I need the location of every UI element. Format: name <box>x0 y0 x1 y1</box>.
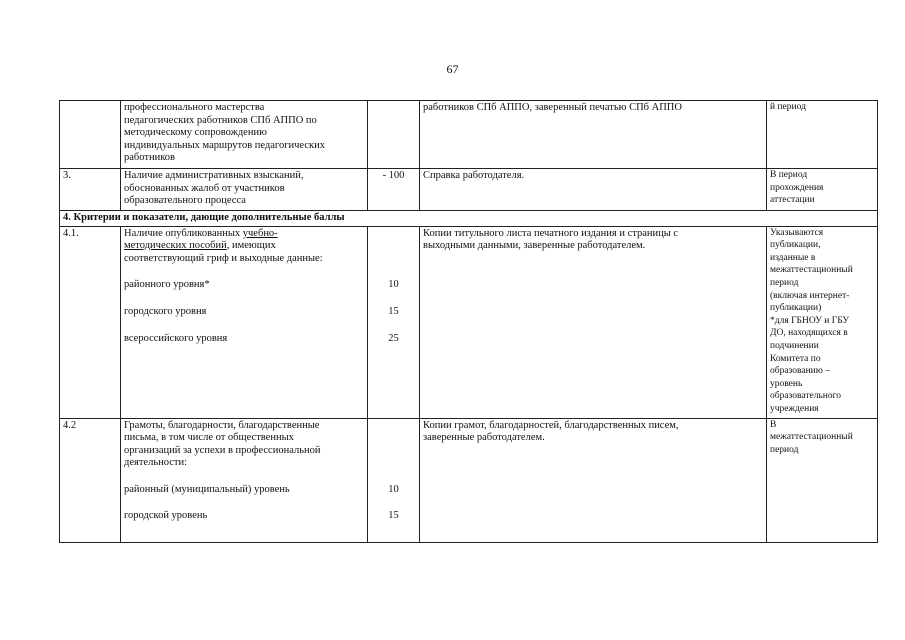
note-cell <box>767 226 878 418</box>
note-cell <box>767 169 878 211</box>
document-line: заверенные работодателем. <box>423 432 545 444</box>
score-cell <box>368 101 420 169</box>
criterion-line: работников <box>124 152 175 164</box>
note-line: образованию – <box>770 366 830 377</box>
row-number-cell <box>60 101 121 169</box>
criterion-line: деятельности: <box>124 457 188 469</box>
level-score: 25 <box>388 332 399 344</box>
section-heading: 4. Критерии и показатели, дающие дополнительные баллы <box>60 211 878 227</box>
table-row <box>60 418 878 542</box>
note-line: ДО, находящихся в <box>770 328 848 339</box>
note-line: учреждения <box>770 403 819 414</box>
criterion-line: Наличие опубликованных учебно- <box>124 227 278 239</box>
level-label: районного уровня* <box>124 279 210 291</box>
note-line: уровень <box>770 378 803 389</box>
score-cell: - 100 <box>368 169 420 211</box>
document-cell: Справка работодателя. <box>420 169 767 211</box>
criterion-cell <box>121 418 368 542</box>
row-number-cell: 3. <box>60 169 121 211</box>
criterion-cell <box>121 169 368 211</box>
note-line: Комитета по <box>770 353 821 364</box>
criterion-line: Наличие административных взысканий, <box>124 170 304 181</box>
note-line: В период <box>770 170 808 180</box>
criterion-line: организаций за успехи в профессиональной <box>124 444 321 456</box>
note-line: (включая интернет- <box>770 290 850 301</box>
note-line: образовательного <box>770 391 842 402</box>
table-row <box>60 169 878 211</box>
criterion-cell <box>121 101 368 169</box>
section-heading-row <box>60 211 878 227</box>
criteria-table <box>59 100 878 543</box>
note-cell <box>767 418 878 542</box>
table-row <box>60 101 878 169</box>
note-line: изданные в <box>770 252 816 263</box>
table-row <box>60 226 878 418</box>
document-line: выходными данными, заверенные работодателем. <box>423 240 646 252</box>
document-line: Копии титульного листа печатного издания и страницы с <box>423 227 679 239</box>
criterion-line: соответствующий гриф и выходные данные: <box>124 252 323 264</box>
level-label: всероссийского уровня <box>124 332 228 344</box>
document-cell: работников СПб АППО, заверенный печатью СПб АППО <box>420 101 767 169</box>
level-label: районный (муниципальный) уровень <box>124 483 290 495</box>
level-score: 15 <box>388 305 399 317</box>
criterion-line: методических пособий, имеющих <box>124 240 276 252</box>
level-score: 15 <box>388 510 399 522</box>
criterion-line: письма, в том числе от общественных <box>124 432 294 444</box>
row-number-cell: 4.1. <box>60 226 121 418</box>
note-line: межаттестационный <box>770 265 853 276</box>
note-line: период <box>770 277 799 288</box>
document-cell <box>420 226 767 418</box>
note-line: Указываются <box>770 227 824 238</box>
page-number: 67 <box>446 62 459 76</box>
note-line: аттестации <box>770 195 815 206</box>
criterion-line: образовательного процесса <box>124 195 246 207</box>
document-line: Копии грамот, благодарностей, благодарственных писем, <box>423 419 679 431</box>
note-line: период <box>770 444 799 455</box>
level-label: городского уровня <box>124 305 207 317</box>
note-line: В <box>770 419 777 430</box>
note-line: *для ГБНОУ и ГБУ <box>770 315 850 326</box>
note-line: публикации, <box>770 240 821 251</box>
criterion-line: педагогических работников СПб АППО по <box>124 114 317 126</box>
criterion-line: индивидуальных маршрутов педагогических <box>124 139 325 151</box>
level-label: городской уровень <box>124 510 208 522</box>
level-score: 10 <box>388 483 399 495</box>
criterion-cell <box>121 226 368 418</box>
criterion-line: методическому сопровождению <box>124 127 267 139</box>
note-line: подчинении <box>770 340 819 351</box>
level-score: 10 <box>388 279 399 291</box>
criterion-line: Грамоты, благодарности, благодарственные <box>124 419 320 431</box>
document-cell <box>420 418 767 542</box>
note-line: публикации) <box>770 303 822 314</box>
note-cell: й период <box>767 101 878 169</box>
row-number-cell: 4.2 <box>60 418 121 542</box>
criterion-line: профессионального мастерства <box>124 102 265 113</box>
note-line: межаттестационный <box>770 432 853 443</box>
score-cell <box>368 226 420 418</box>
note-line: прохождения <box>770 182 824 193</box>
score-cell <box>368 418 420 542</box>
criterion-line: обоснованных жалоб от участников <box>124 182 285 194</box>
